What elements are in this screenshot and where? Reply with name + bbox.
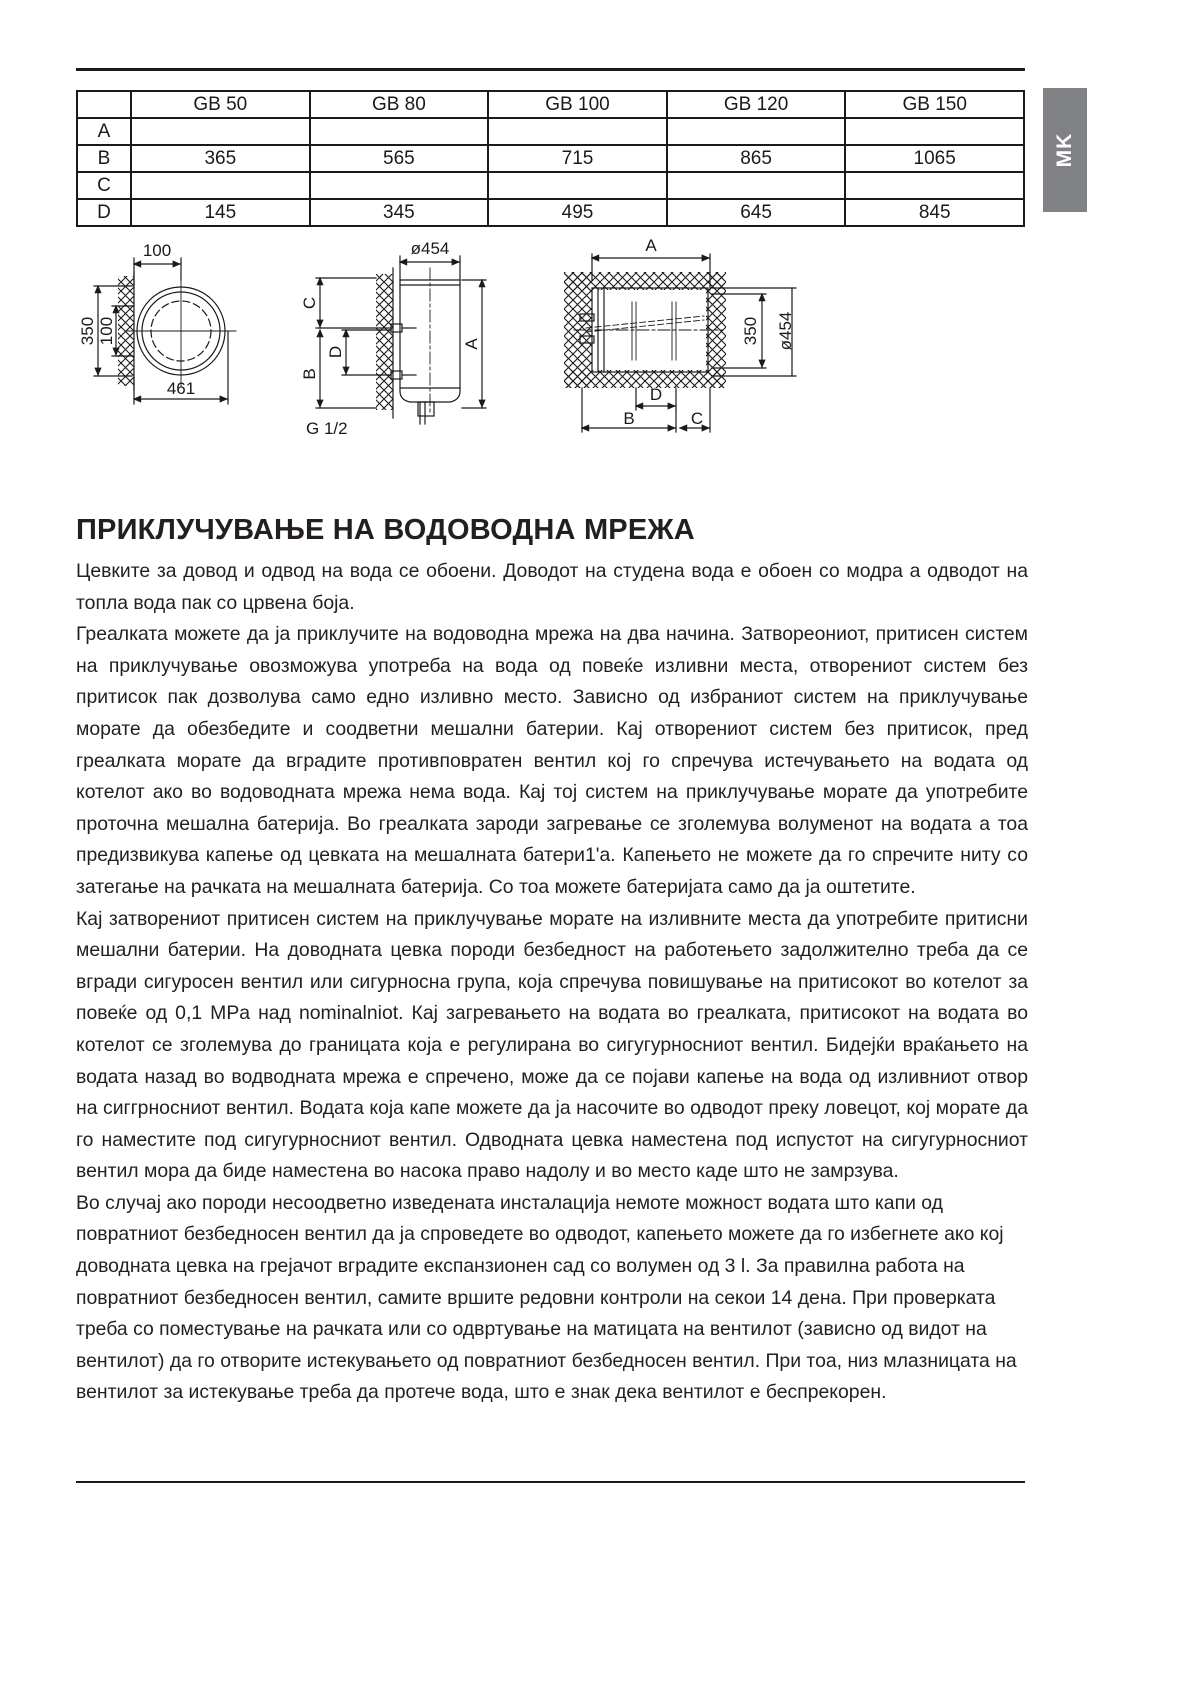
dim-label-b-side: B (300, 368, 319, 380)
cell-c-gb150 (845, 172, 1024, 199)
footer-rule (76, 1481, 1025, 1483)
dimension-table-container (76, 90, 1025, 227)
cell-b-gb80: 565 (310, 145, 489, 172)
column-header-gb50: GB 50 (131, 91, 310, 118)
drawing-side-view (300, 239, 486, 438)
cell-d-gb80: 345 (310, 199, 489, 226)
cell-c-gb120 (667, 172, 846, 199)
technical-drawing-svg (76, 228, 1025, 460)
thread-label-g12: G 1/2 (306, 419, 348, 438)
table-row (77, 118, 1024, 145)
column-header-gb150: GB 150 (845, 91, 1024, 118)
dim-label-350-left: 350 (78, 316, 97, 346)
cell-d-gb100: 495 (488, 199, 667, 226)
cell-d-gb150: 845 (845, 199, 1024, 226)
cell-c-gb80 (310, 172, 489, 199)
dim-label-100-top: 100 (142, 241, 172, 260)
language-tab-mk (1043, 88, 1087, 212)
cell-c-gb100 (488, 172, 667, 199)
cell-a-gb150 (845, 118, 1024, 145)
drawing-front-view (78, 241, 236, 404)
dim-label-a-side: A (462, 338, 481, 350)
cell-a-gb50 (131, 118, 310, 145)
section-heading: ПРИКЛУЧУВАЊЕ НА ВОДОВОДНА МРЕЖА (76, 514, 695, 547)
dim-label-d-side: D (326, 345, 345, 359)
dim-label-c-side: C (300, 296, 319, 310)
column-header-gb120: GB 120 (667, 91, 846, 118)
dim-label-diameter-454: ø454 (410, 239, 450, 258)
dim-label-a-horizontal: A (645, 236, 657, 255)
drawing-horizontal-view (564, 236, 796, 432)
dim-label-350-horizontal: 350 (741, 316, 760, 346)
cell-d-gb50: 145 (131, 199, 310, 226)
cell-b-gb150: 1065 (845, 145, 1024, 172)
cell-b-gb100: 715 (488, 145, 667, 172)
body-text (76, 556, 1028, 1409)
row-label-c: C (77, 172, 131, 199)
row-label-d: D (77, 199, 131, 226)
header-rule (76, 68, 1025, 71)
dim-label-461-bottom: 461 (166, 379, 196, 398)
dim-label-d-horizontal: D (649, 385, 663, 404)
dimension-table (76, 90, 1025, 227)
paragraph-1: Цевките за довод и одвод на вода се обоени. Доводот на студена вода е обоен со модра а одводот на топла вода пак со црвена боја. (76, 560, 1028, 614)
dim-label-100-left: 100 (97, 316, 116, 346)
cell-d-gb120: 645 (667, 199, 846, 226)
table-row (77, 172, 1024, 199)
cell-a-gb80 (310, 118, 489, 145)
cell-b-gb120: 865 (667, 145, 846, 172)
language-tab-label: MK (1053, 132, 1076, 168)
paragraph-2: Греалката можете да ја приклучите на водоводна мрежа на два начина. Затвореониот, притисен систем на приклучување овозможува употреба на вода од повеќе изливни места, отворениот систем без притисок пак дозволува само едно изливно место. Зависно од избраниот систем на приклучување морате да обезбедите и соодветни мешални батерии. Кај отворениот систем без притисок, пред греалката морате да вградите противповратен вентил кој го спречува истечувањето на водата од котелот ако во водоводната мрежа нема вода. Кај тој систем на приклучување морате да употребите проточна мешална батерија. Во греалката зароди загревање се зголемува волуменот на водата а тоа предизвикува капење од цевката на мешалната батери1'а. Капењето не можете да го спречите ниту со затегање на рачката на мешалната батерија. Со тоа можете батеријата само да ја оштетите. (76, 623, 1028, 898)
dim-label-diameter-454-horizontal: ø454 (776, 311, 795, 351)
cell-a-gb120 (667, 118, 846, 145)
row-label-a: A (77, 118, 131, 145)
paragraph-4: Во случај ако породи несоодветно изведената инсталација немоте можност водата што капи од повратниот безбедносен вентил да ја спроведете во одводот, капењето можете да го избегнете ако кој доводната цевка на грејачот вградите експанзионен сад со волумен од 3 l. За правилна работа на повратниот безбедносен вентил, самите вршите редовни контроли на секои 14 дена. При проверката треба со поместување на рачката или со одвртување на матицата на вентилот (зависно од видот на вентилот) да го отворите истекувањето од повратниот безбедносен вентил. При тоа, низ млазницата на вентилот за истекување треба да протече вода, што е знак дека вентилот е беспрекорен. (76, 1191, 1017, 1404)
technical-drawings (76, 228, 1025, 460)
table-header-row (77, 91, 1024, 118)
table-row (77, 199, 1024, 226)
cell-c-gb50 (131, 172, 310, 199)
column-header-gb80: GB 80 (310, 91, 489, 118)
dim-label-b-horizontal: B (623, 409, 635, 428)
row-label-b: B (77, 145, 131, 172)
dim-label-c-horizontal: C (690, 409, 704, 428)
cell-b-gb50: 365 (131, 145, 310, 172)
paragraph-3: Кај затворениот притисен систем на приклучување морате на изливните места да употребите притисни мешални батерии. На доводната цевка породи безбедност на работењето задолжително треба да се вгради сигуросен вентил или сигурносна група, која спречува повишување на притисокот во котелот за повеќе од 0,1 MPa над nominalniot. Кај загревањето на водата во греалката, притисокот на водата во котелот се зголемува до границата која е регулирана во сигугурносниот вентил. Бидејќи враќањето на водата назад во водводната мрежа е спречено, може да се појави капење на вода од изливниот отвор на сиггрносниот вентил. Водата која капе можете да ја насочите во одводот преку ловецот, кој морате да го наместите под сигугурносниот вентил. Одводната цевка наместена под испустот на сигугурносниот вентил мора да биде наместена во насока право надолу и во место каде што не замрзува. (76, 907, 1028, 1183)
table-row (77, 145, 1024, 172)
cell-a-gb100 (488, 118, 667, 145)
column-header-gb100: GB 100 (488, 91, 667, 118)
table-corner-cell (77, 91, 131, 118)
